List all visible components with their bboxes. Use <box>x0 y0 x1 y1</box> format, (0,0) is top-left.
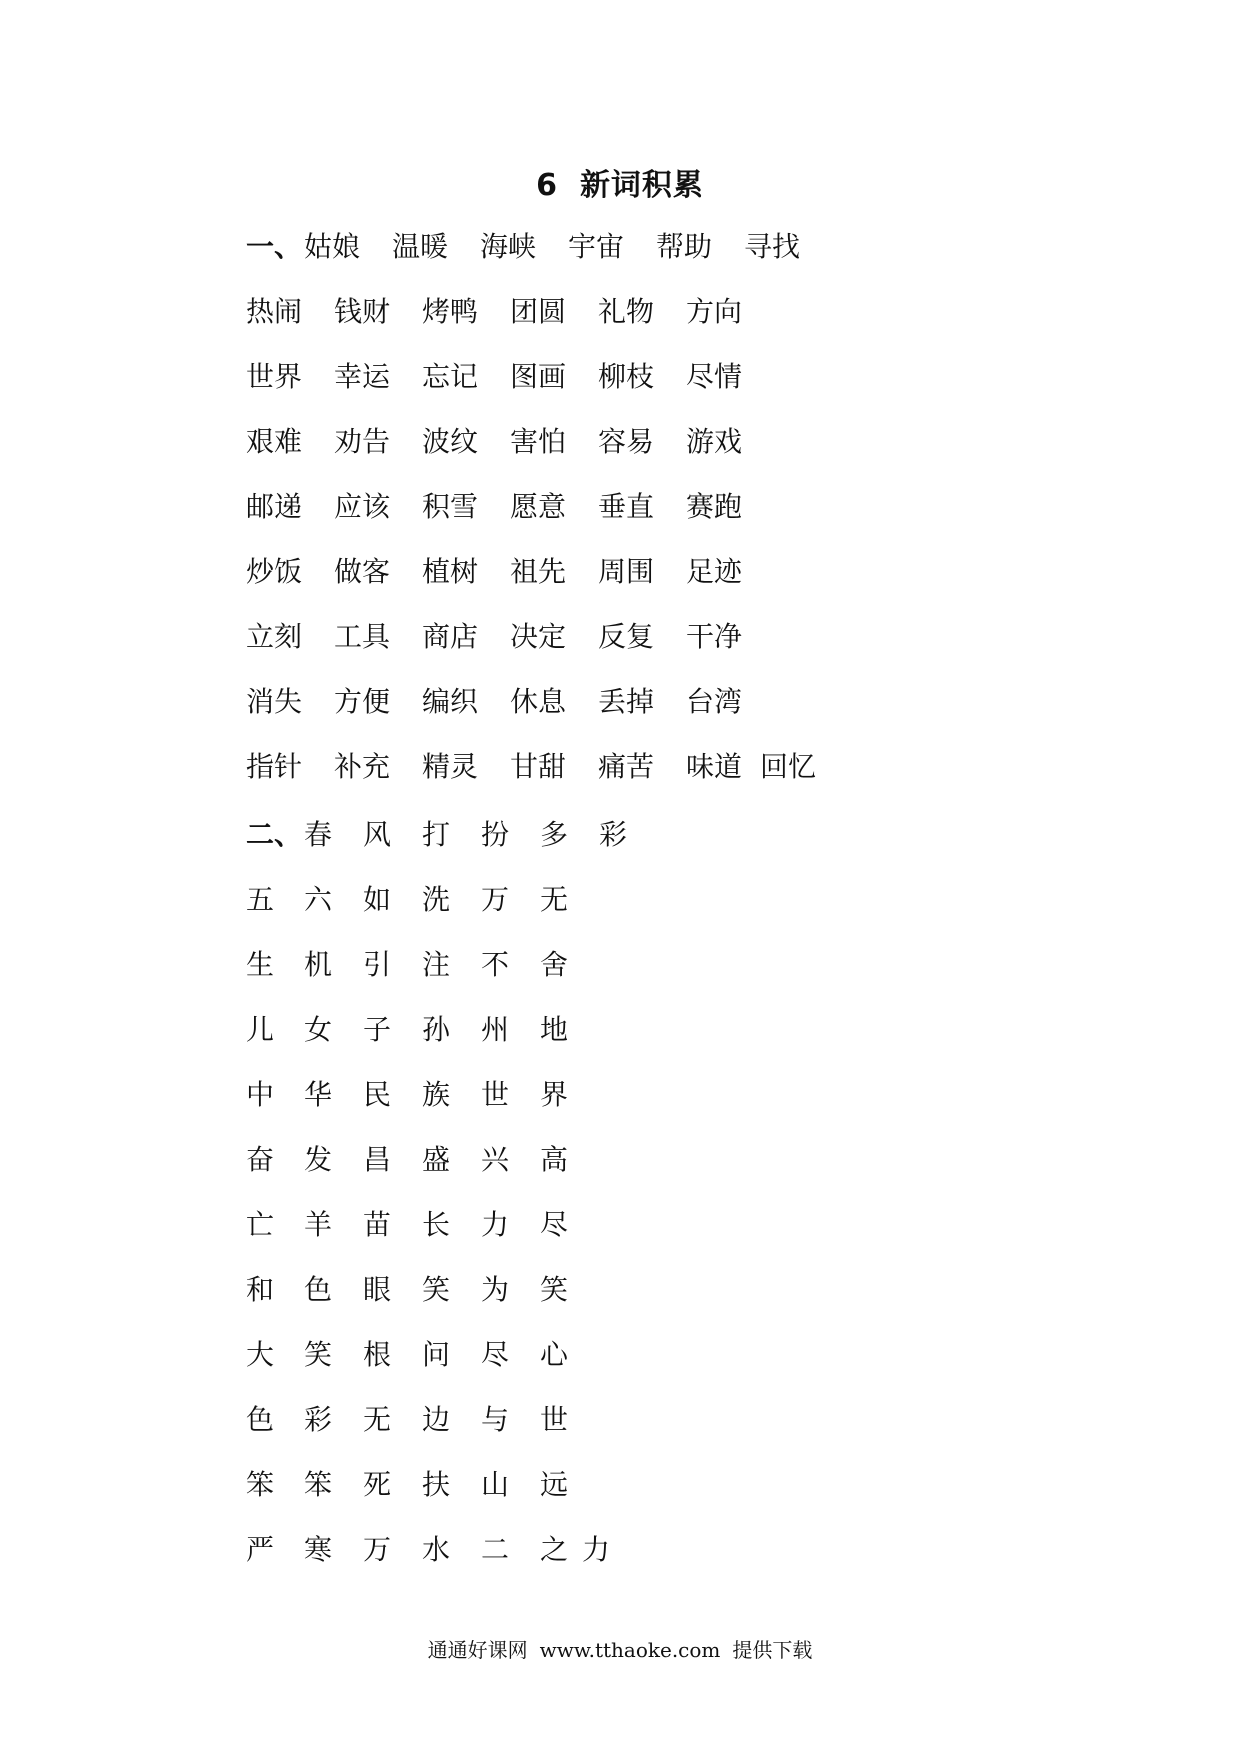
character: 羊 <box>304 1208 333 1241</box>
word: 精灵 <box>422 750 479 783</box>
word: 容易 <box>598 425 655 458</box>
word: 宇宙 <box>568 230 625 263</box>
character: 边 <box>422 1403 451 1436</box>
word: 做客 <box>334 555 391 588</box>
character: 不 <box>481 948 510 981</box>
character: 机 <box>304 948 333 981</box>
character: 多 <box>540 818 569 851</box>
character: 与 <box>481 1403 510 1436</box>
word: 姑娘 <box>304 230 361 263</box>
word: 味道 <box>686 750 743 783</box>
character: 笑 <box>304 1338 333 1371</box>
word: 甘甜 <box>510 750 567 783</box>
footer-site-name: 通通好课网 <box>427 1638 528 1662</box>
character: 打 <box>422 818 451 851</box>
word: 积雪 <box>422 490 479 523</box>
word: 应该 <box>334 490 391 523</box>
word: 垂直 <box>598 490 655 523</box>
word: 游戏 <box>686 425 743 458</box>
character: 问 <box>422 1338 451 1371</box>
character: 长 <box>422 1208 451 1241</box>
word: 柳枝 <box>598 360 655 393</box>
character: 大 <box>246 1338 275 1371</box>
word: 海峡 <box>480 230 537 263</box>
character: 兴 <box>481 1143 510 1176</box>
character: 洗 <box>422 883 451 916</box>
character: 眼 <box>363 1273 392 1306</box>
character: 发 <box>304 1143 333 1176</box>
character: 高 <box>540 1143 569 1176</box>
character: 无 <box>363 1403 392 1436</box>
character: 笑 <box>422 1273 451 1306</box>
character: 为 <box>481 1273 510 1306</box>
page-title <box>0 160 1240 204</box>
word: 礼物 <box>598 295 655 328</box>
character: 扮 <box>481 818 510 851</box>
character: 州 <box>481 1013 510 1046</box>
word: 邮递 <box>246 490 303 523</box>
footer-note: 提供下载 <box>732 1638 813 1662</box>
character: 六 <box>304 883 333 916</box>
character: 世 <box>540 1403 569 1436</box>
word: 团圆 <box>510 295 567 328</box>
character: 华 <box>304 1078 333 1111</box>
character: 色 <box>246 1403 275 1436</box>
character: 无 <box>540 883 569 916</box>
character: 昌 <box>363 1143 392 1176</box>
word: 害怕 <box>510 425 567 458</box>
word: 烤鸭 <box>422 295 479 328</box>
word: 编织 <box>422 685 479 718</box>
character: 界 <box>540 1078 569 1111</box>
character: 子 <box>363 1013 392 1046</box>
word: 温暖 <box>392 230 449 263</box>
word: 热闹 <box>246 295 303 328</box>
word: 愿意 <box>510 490 567 523</box>
character: 盛 <box>422 1143 451 1176</box>
character: 彩 <box>304 1403 333 1436</box>
word: 干净 <box>686 620 743 653</box>
word: 尽情 <box>686 360 743 393</box>
word: 钱财 <box>334 295 391 328</box>
word: 痛苦 <box>598 750 655 783</box>
word: 决定 <box>510 620 567 653</box>
word: 方便 <box>334 685 391 718</box>
character: 中 <box>246 1078 275 1111</box>
word: 周围 <box>598 555 655 588</box>
character: 风 <box>363 818 392 851</box>
word: 立刻 <box>246 620 303 653</box>
character: 民 <box>363 1078 392 1111</box>
word: 台湾 <box>686 685 743 718</box>
word: 忘记 <box>422 360 479 393</box>
character: 心 <box>540 1338 569 1371</box>
word: 世界 <box>246 360 303 393</box>
character: 和 <box>246 1273 275 1306</box>
page-footer <box>0 1634 1240 1663</box>
word: 回忆 <box>760 750 817 783</box>
character: 族 <box>422 1078 451 1111</box>
character: 地 <box>540 1013 569 1046</box>
character: 万 <box>363 1533 392 1566</box>
character: 彩 <box>599 818 628 851</box>
word: 商店 <box>422 620 479 653</box>
character: 笨 <box>304 1468 333 1501</box>
section-2-label: 二、 <box>246 818 303 851</box>
character: 山 <box>481 1468 510 1501</box>
character: 孙 <box>422 1013 451 1046</box>
word: 足迹 <box>686 555 743 588</box>
word: 赛跑 <box>686 490 743 523</box>
character: 亡 <box>246 1208 275 1241</box>
character: 注 <box>422 948 451 981</box>
character: 苗 <box>363 1208 392 1241</box>
section-1-label: 一、 <box>246 230 303 263</box>
word: 祖先 <box>510 555 567 588</box>
footer-url: www.tthaoke.com <box>539 1638 721 1662</box>
character: 尽 <box>540 1208 569 1241</box>
character: 笑 <box>540 1273 569 1306</box>
character: 万 <box>481 883 510 916</box>
word: 补充 <box>334 750 391 783</box>
character: 生 <box>246 948 275 981</box>
word: 幸运 <box>334 360 391 393</box>
character: 寒 <box>304 1533 333 1566</box>
character: 尽 <box>481 1338 510 1371</box>
word: 方向 <box>686 295 743 328</box>
character: 五 <box>246 883 275 916</box>
word: 反复 <box>598 620 655 653</box>
character: 奋 <box>246 1143 275 1176</box>
word: 寻找 <box>744 230 801 263</box>
character: 水 <box>422 1533 451 1566</box>
word: 工具 <box>334 620 391 653</box>
word: 艰难 <box>246 425 303 458</box>
character: 死 <box>363 1468 392 1501</box>
character: 引 <box>363 948 392 981</box>
character: 扶 <box>422 1468 451 1501</box>
character: 春 <box>304 818 333 851</box>
word: 丢掉 <box>598 685 655 718</box>
word: 植树 <box>422 555 479 588</box>
word: 指针 <box>246 750 303 783</box>
character: 色 <box>304 1273 333 1306</box>
word: 劝告 <box>334 425 391 458</box>
word: 波纹 <box>422 425 479 458</box>
character: 之 <box>540 1533 569 1566</box>
word: 图画 <box>510 360 567 393</box>
word: 休息 <box>510 685 567 718</box>
character: 世 <box>481 1078 510 1111</box>
character: 如 <box>363 883 392 916</box>
word: 帮助 <box>656 230 713 263</box>
character: 严 <box>246 1533 275 1566</box>
lesson-title: 新词积累 <box>579 168 704 203</box>
character: 笨 <box>246 1468 275 1501</box>
character: 力 <box>582 1533 611 1566</box>
character: 舍 <box>540 948 569 981</box>
word: 消失 <box>246 685 303 718</box>
character: 儿 <box>246 1013 275 1046</box>
word: 炒饭 <box>246 555 303 588</box>
character: 根 <box>363 1338 392 1371</box>
character: 远 <box>540 1468 569 1501</box>
lesson-number: 6 <box>536 168 558 203</box>
character: 二 <box>481 1533 510 1566</box>
character: 女 <box>304 1013 333 1046</box>
character: 力 <box>481 1208 510 1241</box>
